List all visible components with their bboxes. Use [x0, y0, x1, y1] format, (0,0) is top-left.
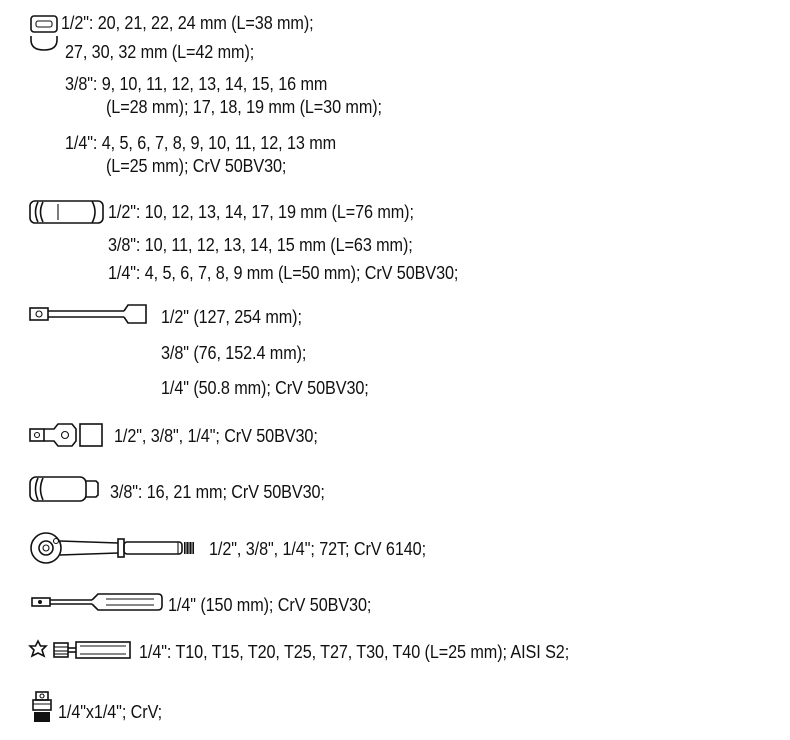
- universal-joint-icon: [28, 421, 104, 449]
- spec-line: 1/2": 10, 12, 13, 14, 17, 19 mm (L=76 mm);: [108, 202, 414, 222]
- spec-line: 1/4": 4, 5, 6, 7, 8, 9 mm (L=50 mm); CrV 50BV30;: [108, 263, 459, 283]
- spinner-handle-icon: [30, 590, 164, 614]
- spec-line: 1/2", 3/8", 1/4"; 72T; CrV 6140;: [209, 539, 427, 559]
- spec-line: 3/8": 16, 21 mm; CrV 50BV30;: [110, 482, 325, 502]
- spec-line: 1/2", 3/8", 1/4"; CrV 50BV30;: [114, 426, 318, 446]
- spec-line: 1/4": T10, T15, T20, T25, T27, T30, T40 (L=25 mm); AISI S2;: [139, 642, 570, 662]
- extension-bar-icon: [28, 302, 148, 326]
- short-socket-icon: [28, 14, 60, 56]
- spec-line: 1/2": 20, 21, 22, 24 mm (L=38 mm);: [61, 13, 314, 33]
- spec-line: 1/4" (150 mm); CrV 50BV30;: [168, 595, 372, 615]
- spec-line: 1/4": 4, 5, 6, 7, 8, 9, 10, 11, 12, 13 mm: [65, 133, 337, 153]
- spec-line: 1/4"x1/4"; CrV;: [58, 702, 163, 722]
- spec-line: (L=28 mm); 17, 18, 19 mm (L=30 mm);: [106, 97, 382, 117]
- deep-socket-icon: [28, 198, 106, 226]
- torx-bit-icon: [28, 638, 132, 662]
- spec-line: 3/8": 10, 11, 12, 13, 14, 15 mm (L=63 mm);: [108, 235, 413, 255]
- bit-adapter-icon: [30, 690, 56, 724]
- spec-line: 27, 30, 32 mm (L=42 mm);: [65, 42, 255, 62]
- ratchet-handle-icon: [28, 530, 200, 566]
- spec-line: 1/2" (127, 254 mm);: [161, 307, 302, 327]
- spec-line: 3/8": 9, 10, 11, 12, 13, 14, 15, 16 mm: [65, 74, 328, 94]
- spark-plug-socket-icon: [28, 474, 100, 504]
- spec-line: (L=25 mm); CrV 50BV30;: [106, 156, 287, 176]
- spec-line: 3/8" (76, 152.4 mm);: [161, 343, 307, 363]
- spec-line: 1/4" (50.8 mm); CrV 50BV30;: [161, 378, 369, 398]
